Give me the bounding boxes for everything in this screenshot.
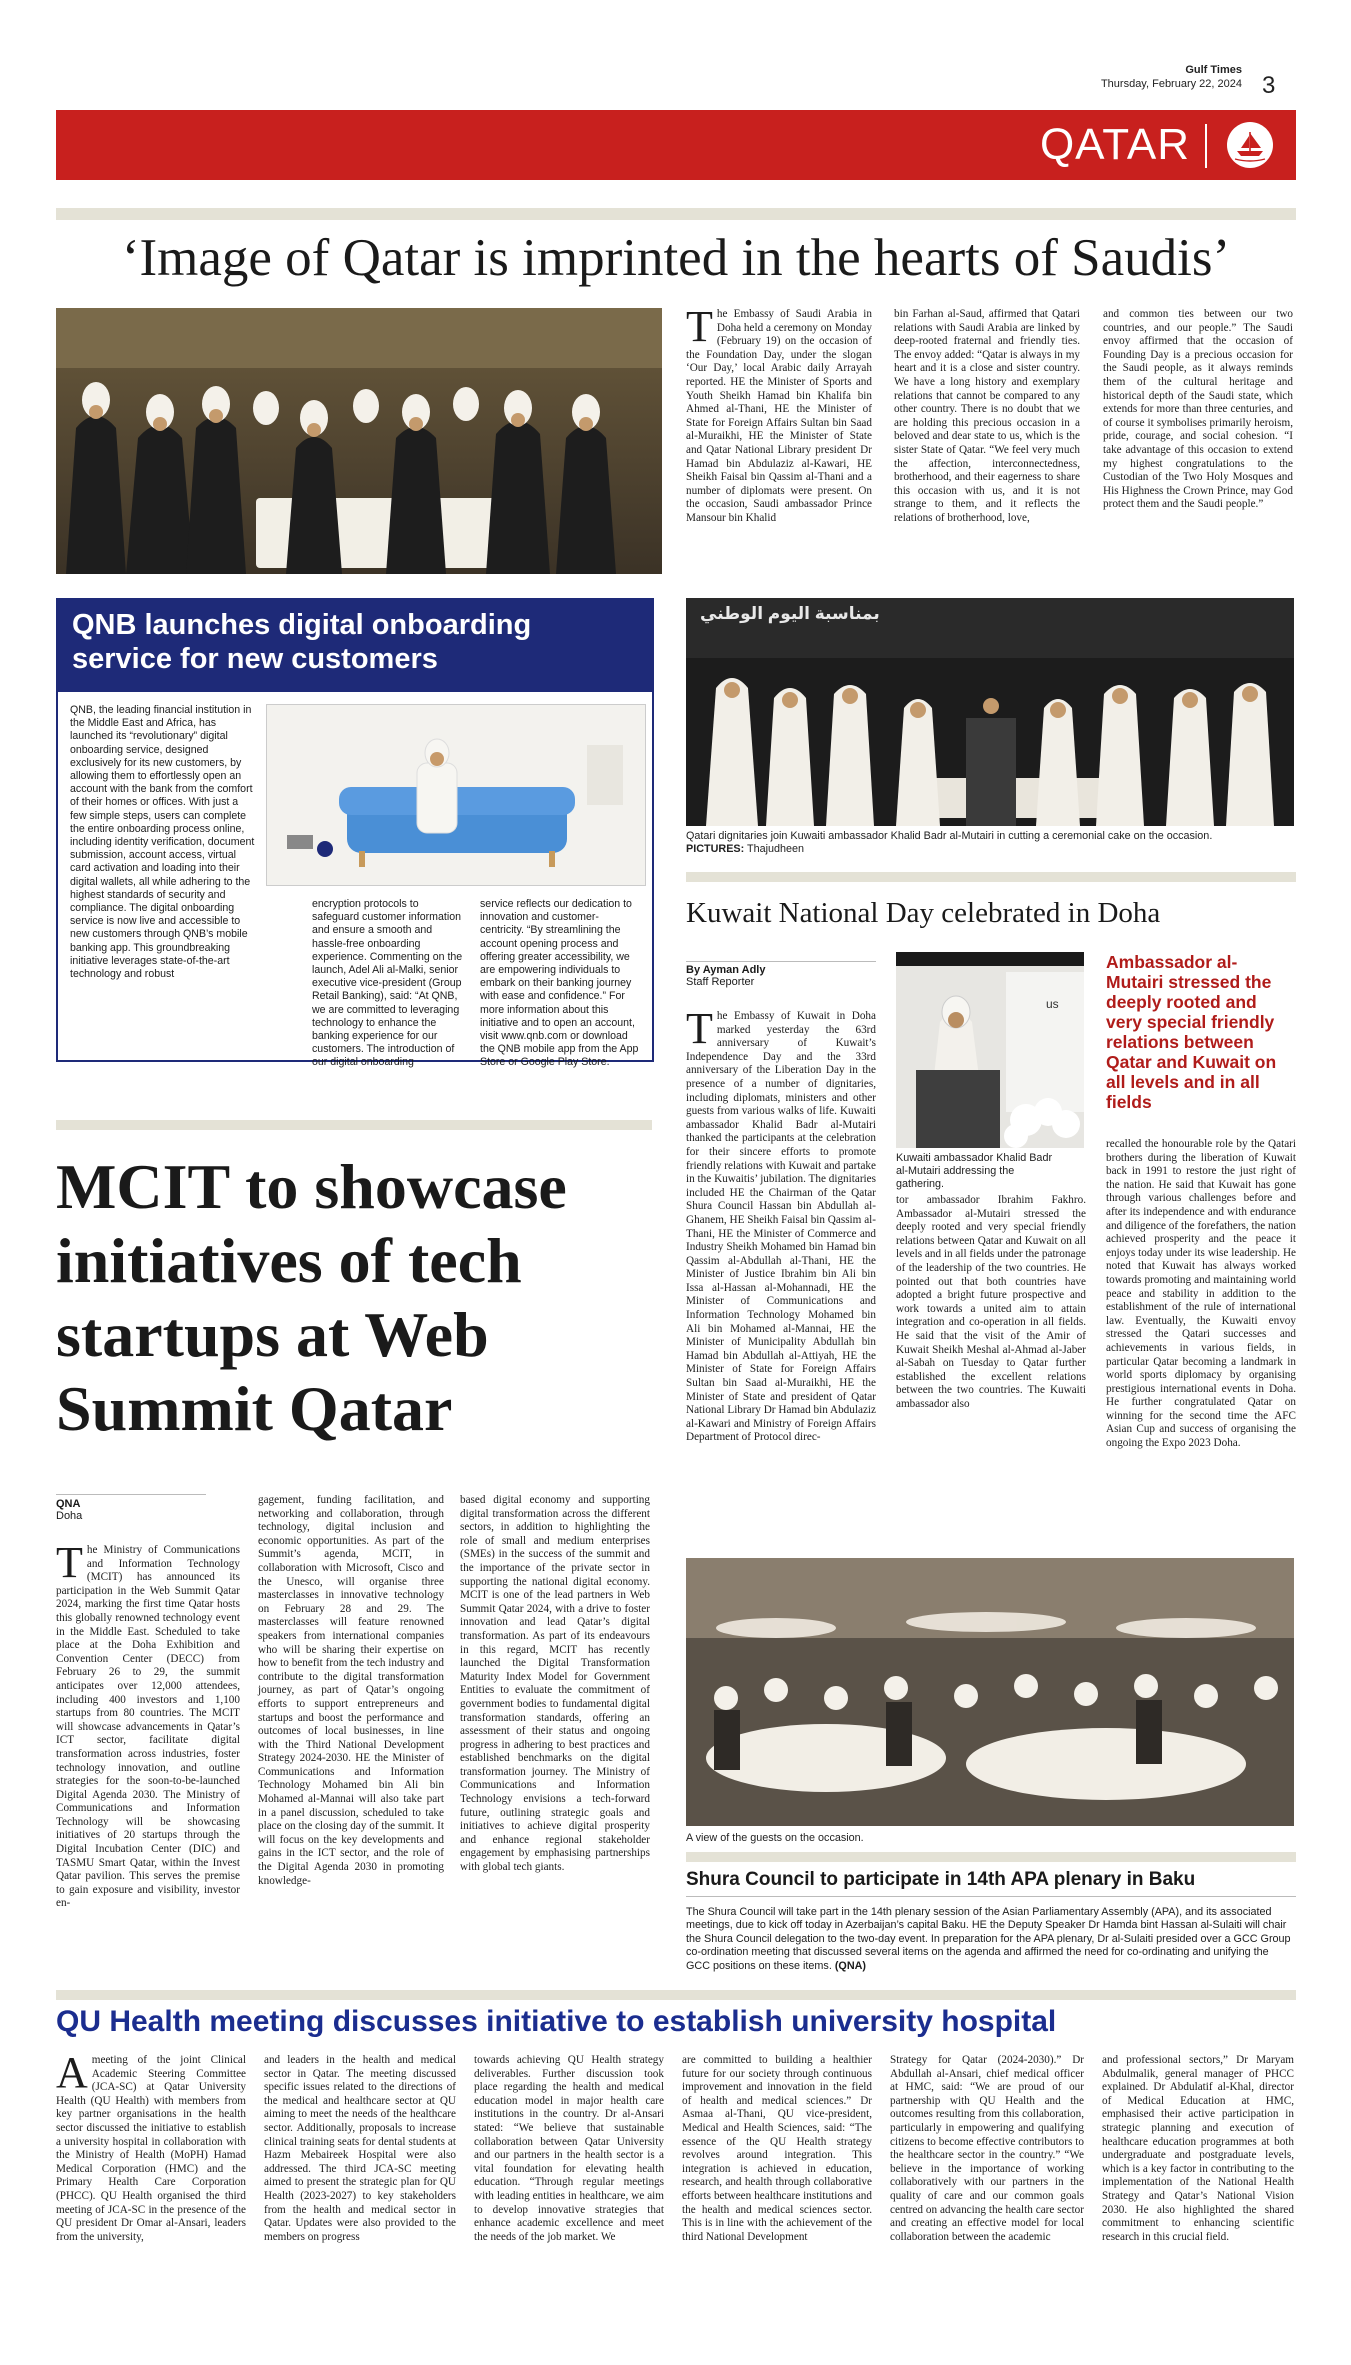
qnb-col-1: QNB, the leading financial institution in the Middle East and Africa, has launched its “revolutionary” digital onboarding service, designed exclusively for its new customers, by allowing them to effortlessly open an account with the bank from the comfort of their homes or offices. With just a few simple steps, users can complete the entire onboarding process online, including identity verification, document submission, account access, virtual card activation and loading into their digital wallets, all while adhering to the highest standards of security and compliance. The digital onboarding service is now live and accessible to new customers through QNB’s mobile banking app. This groundbreaking initiative leverages state-of-the-art technology and robust	[70, 704, 255, 981]
kuwait-photo-caption	[686, 830, 1294, 856]
kuwait-guests-photo	[686, 1558, 1294, 1826]
saudi-col-1: The Embassy of Saudi Arabia in Doha held a ceremony on Monday (February 19) on the occasion of the Foundation Day, under the slogan ‘Our Day,’ local Arabic daily Arrayah reported. HE the Minister of Sports and Youth Sheikh Hamad bin Khalifa bin Ahmed al-Thani, HE the Minister of State for Foreign Affairs Sultan bin Saad al-Muraikhi, HE the Minister of State and Qatar National Library president Dr Hamad bin Abdulaziz al-Kawari, HE Sheikh Faisal bin Qassim al-Thani and a number of diplomats were present. On the occasion, Saudi ambassador Prince Mansour bin Khalid	[686, 302, 872, 524]
kuwait-byline: By Ayman Adly	[686, 961, 876, 976]
kuwait-byline-role: Staff Reporter	[686, 976, 755, 988]
qu-col-1: Ameeting of the joint Clinical Academic Steering Committee (JCA-SC) at Qatar University Health (QU Health) with members from key partner organisations in the health sector discussed the initiative to establish a university hospital in collaboration with the Ministry of Health (MoPH) Hamad Medical Corporation (HMC) and the Primary Health Care Corporation (PHCC). QU Health organised the third meeting of JCA-SC in the presence of the QU president Dr Omar al-Ansari, leaders from the university,	[56, 2048, 246, 2243]
svg-text:us: us	[1046, 997, 1059, 1011]
qnb-col-2: encryption protocols to safeguard customer information and ensure a smooth and hassle-free onboarding experience. Commenting on the launch, Adel Ali al-Malki, senior executive vice-president (Group Retail Banking), said: “At QNB, we are committed to leveraging technology to enhance the banking experience for our customers. The introduction of our digital onboarding	[312, 898, 463, 1069]
shura-rule	[686, 1852, 1296, 1862]
kuwait-ambassador-photo	[896, 952, 1084, 1148]
mcit-source: QNA	[56, 1494, 206, 1510]
section-divider	[1205, 124, 1207, 168]
kuwait-col-1: The Embassy of Kuwait in Doha marked yesterday the 63rd anniversary of Kuwait’s Independence Day and the 33rd anniversary of the Liberation Day in the presence of a number of dignitaries, including diplomats, ministers and other guests from various walks of life. Kuwaiti ambassador Khalid Badr al-Mutairi thanked the participants at the celebration for their sincere efforts to promote friendly relations with Kuwait and partake in the Kuwaitis’ jubilation. The dignitaries included HE the Chairman of the Qatar Shura Council Hassan bin Abdullah al-Ghanem, HE Sheikh Faisal bin Qassim al-Thani, HE the Minister of Commerce and Industry Sheikh Mohamed bin Hamad bin Qassim al-Abdullah al-Thani, HE the Minister of Justice Ibrahim bin Ali bin Issa al-Hassan al-Mohannadi, HE the Minister of Communications and Information Technology Mohamed bin Ali bin Mohamed al-Mannai, HE the Minister of Municipality Abdullah bin Hamad bin Abdullah al-Attiyah, HE the Minister of State for Foreign Affairs Sultan bin Saad al-Muraikhi, HE the Minister of State and president of Qatar National Library Dr Hamad bin Abdulaziz al-Kawari and Ministry of Foreign Affairs Department of Protocol direc-	[686, 1004, 876, 1444]
kuwait-col-2: tor ambassador Ibrahim Fakhro. Ambassador al-Mutairi stressed the deeply rooted and very special friendly relations between Qatar and Kuwait on all levels and in all fields under the patronage of the leadership of the two countries. He pointed out that both countries have adopted a bright future prospective and work towards a united aim to attain integration and co-operation in all fields. He said that the visit of the Amir of Kuwait Sheikh Meshal al-Ahmad al-Jaber al-Sabah on Tuesday to Qatar further established the excellent relations between the two countries. The Kuwaiti ambassador also	[896, 1194, 1086, 1410]
kuwait-rule	[686, 872, 1296, 882]
shura-source: (QNA)	[834, 1959, 867, 1972]
qnb-sofa-photo	[266, 704, 646, 886]
mcit-headline: MCIT to showcase initiatives of tech startups at Web Summit Qatar	[56, 1151, 567, 1444]
kuwait-photo-caption-text: Qatari dignitaries join Kuwaiti ambassador Khalid Badr al-Mutairi in cutting a ceremonial cake on the occasion.	[686, 830, 1213, 842]
qu-col-5: Strategy for Qatar (2024-2030).” Dr Abdullah al-Ansari, chief medical officer at HMC, said: “We are proud of our partnership with QU Health and the outcomes resulting from this collaboration, particularly in empowering and qualifying citizens to become effective contributors to the healthcare sector in the country.” “We believe in the importance of working collaboratively with our partners in the quality of care and our common goals centred on advancing the health care sector and creating an effective model for local collaboration between the academic	[890, 2054, 1084, 2243]
shura-body-text: The Shura Council will take part in the 14th plenary session of the Asian Parliamentary Assembly (APA), and its associated meetings, due to kick off today in Azerbaijan’s capital Baku. HE the Deputy Speaker Dr Hamda bint Hassan al-Sulaiti will chair the Shura Council delegation to the two-day event. In preparation for the APA plenary, Dr al-Sulaiti presided over a GCC Group co-ordination meeting that discussed several items on the agenda and affirmed the need for co-ordinating and unifying the GCC positions on these items.	[686, 1906, 1291, 1972]
page-number: 3	[1262, 72, 1276, 99]
kuwait-col-3: recalled the honourable role by the Qatari brothers during the liberation of Kuwait back in 1991 to restore the just right of the nation. He said that Kuwait has gone through various challenges before and after its independence and with endurance and diligence of the forefathers, the nation achieved prosperity and the peace it enjoys today under its wise leadership. He noted that Kuwait has always worked towards promoting and maintaining world peace and stability in addition to the establishment of the rule of international law. Eventually, the Kuwaiti envoy stressed the Qatari successes and achievements in various fields, in particular Qatar becoming a landmark in world sports diplomacy by organising prestigious international events in Doha. He further congratulated Qatar on winning for the second time the AFC Asian Cup and success of organising the ongoing the Expo 2023 Doha.	[1106, 1138, 1296, 1450]
kuwait-cake-photo	[686, 598, 1294, 826]
mcit-dateline: Doha	[56, 1510, 83, 1522]
shura-headline: Shura Council to participate in 14th APA plenary in Baku	[686, 1868, 1296, 1897]
mcit-col-2: gagement, funding facilitation, and networking and collaboration, through technology, digital inclusion and economic opportunities. As part of the Summit’s agenda, MCIT, in collaboration with Microsoft, Cisco and the Unesco, will organise three masterclasses in innovative technology on February 28 and 29. The masterclasses will feature renowned speakers from international companies who will be sharing their expertise on how to benefit from the tech industry and contribute to the digital transformation journey, as part of Qatar’s ongoing efforts to support entrepreneurs and startups and boost the performance and outcomes of local businesses, in line with the Third National Development Strategy 2024-2030. HE the Minister of Communications and Information Technology Mohamed bin Ali bin Mohamed al-Mannai will also take part in a panel discussion, scheduled to take place on the closing day of the summit. It will focus on the key developments and gains in the ICT sector, and the role of the Digital Agenda 2030 in promoting knowledge-	[258, 1494, 444, 1887]
qnb-headline: QNB launches digital onboarding service for new customers	[72, 609, 532, 675]
qu-col-4: are committed to building a healthier future for our society through continuous improvement and innovation in the field of health and medical sciences.” Dr Asmaa al-Thani, QU vice-president, Medical and Health Sciences, said: “The essence of the QU Health strategy revolves around integration. This integration is achieved in education, research, and health through collaborative efforts between healthcare institutions and the health and medical sciences sector. This is in line with the achievement of the third National Development	[682, 2054, 872, 2243]
headline-saudi: ‘Image of Qatar is imprinted in the hearts of Saudis’	[121, 229, 1231, 287]
dhow-logo-icon	[1225, 120, 1275, 170]
section-label: QATAR	[1039, 120, 1190, 169]
photo-credit-label: PICTURES:	[686, 843, 745, 855]
shura-body	[686, 1906, 1294, 1973]
kuwait-pullquote: Ambassador al-Mutairi stressed the deeply rooted and very special friendly relations between Qatar and Kuwait on all levels and in all fields	[1106, 952, 1277, 1112]
mcit-col-1: The Ministry of Communications and Information Technology (MCIT) has announced its participation in the Web Summit Qatar 2024, marking the first time Qatar hosts this globally renowned technology event in the Middle East. Scheduled to take place at the Doha Exhibition and Convention Center (DECC) from February 26 to 29, the summit anticipates over 12,000 attendees, including 400 investors and 1,100 startups from 80 countries. The MCIT will showcase advancements in Qatar’s ICT sector, facilitate digital transformation across industries, foster technology innovation, and outline strategies for the soon-to-be-launched Digital Agenda 2030. The Ministry of Communications and Information Technology will be showcasing initiatives of 20 startups through the Digital Incubation Center (DIC) and TASMU Smart Qatar, within the Invest Qatar pavilion. This serves the premise to gain exposure and visibility, investor en-	[56, 1538, 240, 1910]
qu-rule	[56, 1990, 1296, 2000]
kuwait-guests-caption: A view of the guests on the occasion.	[686, 1832, 864, 1844]
saudi-cake-photo	[56, 308, 662, 574]
qu-headline: QU Health meeting discusses initiative to establish university hospital	[56, 2005, 1057, 2038]
qu-col-3: towards achieving QU Health strategy deliverables. Further discussion took place regarding the health and medical education model in major health care institutions in the country. Dr al-Ansari stated: “We believe that sustainable collaboration between Qatar University and our partners in the health sector is a vital foundation for elevating health education. “Through regular meetings with leading entities in healthcare, we aim to develop innovative strategies that enhance academic excellence and meet the needs of the job market. We	[474, 2054, 664, 2243]
issue-date: Thursday, February 22, 2024	[1100, 78, 1242, 90]
qu-col-2: and leaders in the health and medical sector in Qatar. The meeting discussed specific issues related to the directions of the medical and healthcare sector at QU aiming to meet the needs of the healthcare sector. Additionally, proposals to increase clinical training seats for dental students at Hazm Mebaireek Hospital were also addressed. The third JCA-SC meeting aimed to present the strategic plan for QU Health (2023-2027) to key stakeholders from the health and medical sector in Qatar. Updates were also provided to the members on progress	[264, 2054, 456, 2243]
photo-credit: Thajudheen	[747, 843, 805, 855]
mcit-rule	[56, 1120, 652, 1130]
qu-col-6: and professional sectors,” Dr Maryam Abdulmalik, general manager of PHCC explained. Dr Abdulatif al-Khal, director of Medical Education at HMC, emphasised their active participation in strategic planning and execution of healthcare education programmes at both undergraduate and postgraduate levels, which is a key factor in contributing to the implementation of the National Health Strategy and Qatar’s National Vision 2030. He also highlighted the shared commitment to enhancing scientific research in this crucial field.	[1102, 2054, 1294, 2243]
kuwait-headline: Kuwait National Day celebrated in Doha	[686, 897, 1161, 929]
top-rule	[56, 208, 1296, 220]
kuwait-photo-banner: بمناسبة اليوم الوطني	[700, 604, 880, 623]
kuwait-ambassador-caption: Kuwaiti ambassador Khalid Badr al-Mutairi addressing the gathering.	[896, 1152, 1053, 1190]
saudi-col-2: bin Farhan al-Saud, affirmed that Qatari relations with Saudi Arabia are linked by deep-rooted fraternal and friendly ties. The envoy added: “Qatar is always in my heart and it is a close and sister country. We have a long history and exemplary relations that cannot be compared to any other country. There is no doubt that we are holding this precious occasion in a beloved and dear state to us, which is the sister State of Qatar. “We feel very much the affection, interconnectedness, brotherhood, and their eagerness to share this occasion with us, and it is not strange to them, and it reflects the relations of brotherhood, love,	[894, 308, 1080, 524]
mcit-col-3: based digital economy and supporting digital transformation across the different sectors, in addition to highlighting the role of small and medium enterprises (SMEs) in the success of the summit and the importance of the private sector in supporting the national digital economy. MCIT is one of the lead partners in Web Summit Qatar 2024, with a drive to foster innovation and lead Qatar’s digital transformation. As part of its endeavours in this regard, MCIT has recently launched the Digital Transformation Maturity Index Model for Government Entities to evaluate the commitment of government bodies to fundamental digital transformation standards, offering an assessment of their status and ongoing progress in adhering to best practices and established benchmarks on the digital transformation journey. The Ministry of Communications and Information Technology envisions a tech-forward future, outlining strategic goals and initiatives to achieve digital prosperity and enhance regional stakeholder engagement by emphasising partnerships with global tech giants.	[460, 1494, 650, 1874]
saudi-col-3: and common ties between our two countries, and our people.” The Saudi envoy affirmed that the occasion of Founding Day is a precious occasion for the Saudi people, as it always reminds them of the cultural heritage and historical depth of the Saudi state, which extends for more than three centuries, and of course it symbolises primarily heroism, pride, courage, and social cohesion. “I take advantage of this occasion to extend my highest congratulations to the Custodian of the Two Holy Mosques and His Highness the Crown Prince, may God protect them and the Saudi people.”	[1103, 308, 1293, 511]
paper-name: Gulf Times	[1185, 64, 1242, 76]
qnb-col-3: service reflects our dedication to innovation and customer-centricity. “By streamlining the account opening process and offering greater accessibility, we are empowering individuals to embark on their banking journey with ease and confidence.” For more information about this initiative and to open an account, visit www.qnb.com or download the QNB mobile app from the App Store or Google Play Store.	[480, 898, 639, 1069]
